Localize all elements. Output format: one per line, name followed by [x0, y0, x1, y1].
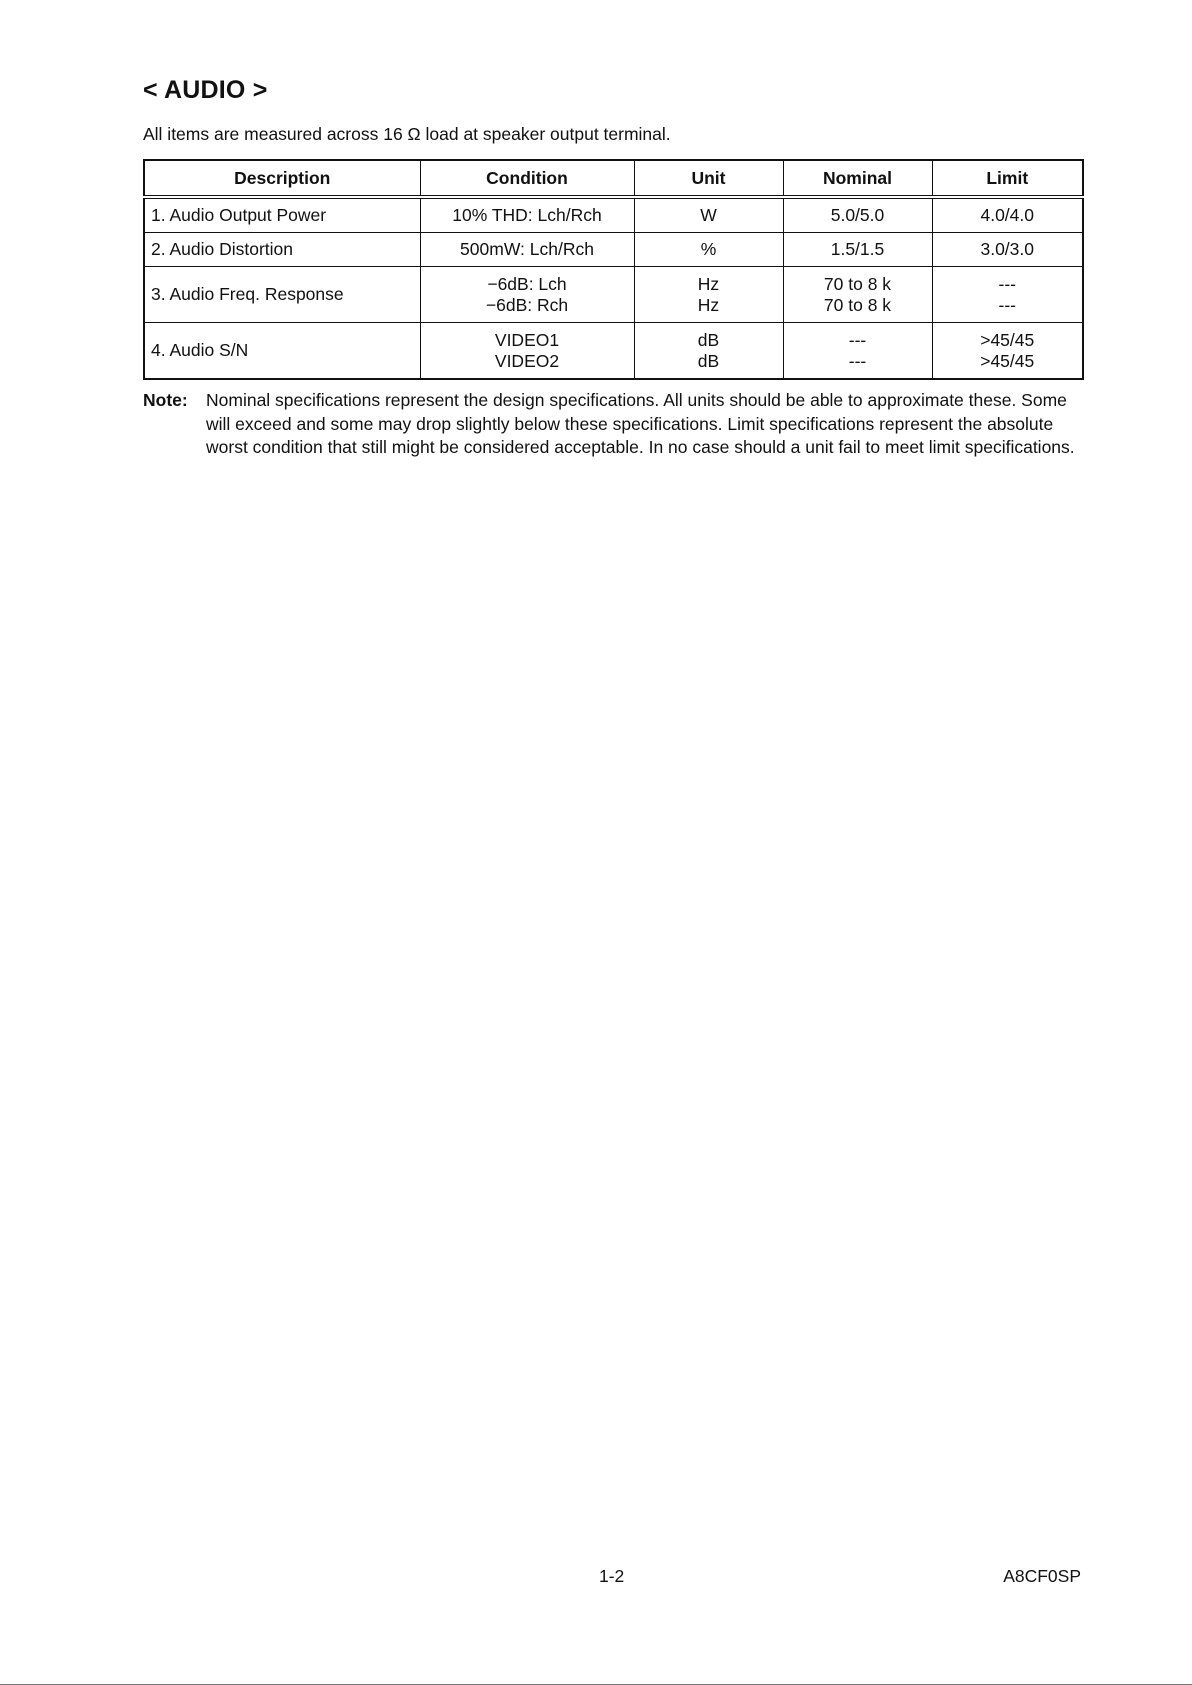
cell-line: VIDEO1 [494, 329, 560, 350]
section-title: < AUDIO > [143, 76, 268, 104]
note-block [143, 389, 1083, 460]
cell-condition [420, 323, 634, 380]
audio-spec-table [143, 159, 1084, 380]
table-row [144, 197, 1083, 233]
cell-limit [932, 267, 1083, 323]
cell-description: 2. Audio Distortion [144, 233, 420, 267]
cell-unit [634, 267, 783, 323]
cell-line: Hz [697, 273, 720, 294]
cell-line: −6dB: Rch [485, 294, 569, 315]
cell-limit: 3.0/3.0 [932, 233, 1083, 267]
cell-unit [634, 323, 783, 380]
cell-description: 4. Audio S/N [144, 323, 420, 380]
page-number: 1-2 [599, 1566, 625, 1586]
table-header-row [144, 160, 1083, 197]
table-row [144, 233, 1083, 267]
cell-line: VIDEO2 [494, 350, 560, 371]
header-unit: Unit [634, 160, 783, 197]
cell-description: 1. Audio Output Power [144, 197, 420, 233]
intro-text: All items are measured across 16 Ω load at speaker output terminal. [143, 124, 671, 144]
cell-nominal [783, 267, 932, 323]
cell-line: --- [998, 294, 1016, 315]
model-code: A8CF0SP [1003, 1566, 1081, 1586]
cell-line: dB [697, 350, 720, 371]
cell-line: --- [848, 329, 867, 350]
cell-condition: 10% THD: Lch/Rch [420, 197, 634, 233]
cell-condition: 500mW: Lch/Rch [420, 233, 634, 267]
cell-line: --- [848, 350, 867, 371]
cell-nominal: 5.0/5.0 [783, 197, 932, 233]
cell-line: −6dB: Lch [487, 273, 567, 294]
cell-line: >45/45 [980, 350, 1035, 371]
header-limit: Limit [932, 160, 1083, 197]
cell-unit: W [634, 197, 783, 233]
cell-nominal: 1.5/1.5 [783, 233, 932, 267]
cell-condition [420, 267, 634, 323]
note-label: Note: [143, 390, 188, 410]
cell-unit: % [634, 233, 783, 267]
cell-line: dB [697, 329, 720, 350]
table-row [144, 267, 1083, 323]
cell-line: --- [998, 273, 1016, 294]
cell-line: 70 to 8 k [823, 294, 892, 315]
cell-line: Hz [697, 294, 720, 315]
cell-nominal [783, 323, 932, 380]
header-nominal: Nominal [783, 160, 932, 197]
cell-limit [932, 323, 1083, 380]
header-description: Description [144, 160, 420, 197]
header-condition: Condition [420, 160, 634, 197]
table-row [144, 323, 1083, 380]
cell-description: 3. Audio Freq. Response [144, 267, 420, 323]
cell-limit: 4.0/4.0 [932, 197, 1083, 233]
cell-line: >45/45 [980, 329, 1035, 350]
note-text: Nominal specifications represent the design specifications. All units should be able to approximate these. Some will exceed and some may drop slightly below these specifications. Limit specifications represent the absolute worst condition that still might be considered acceptable. In no case should a unit fail to meet limit specifications. [206, 390, 1075, 457]
cell-line: 70 to 8 k [823, 273, 892, 294]
